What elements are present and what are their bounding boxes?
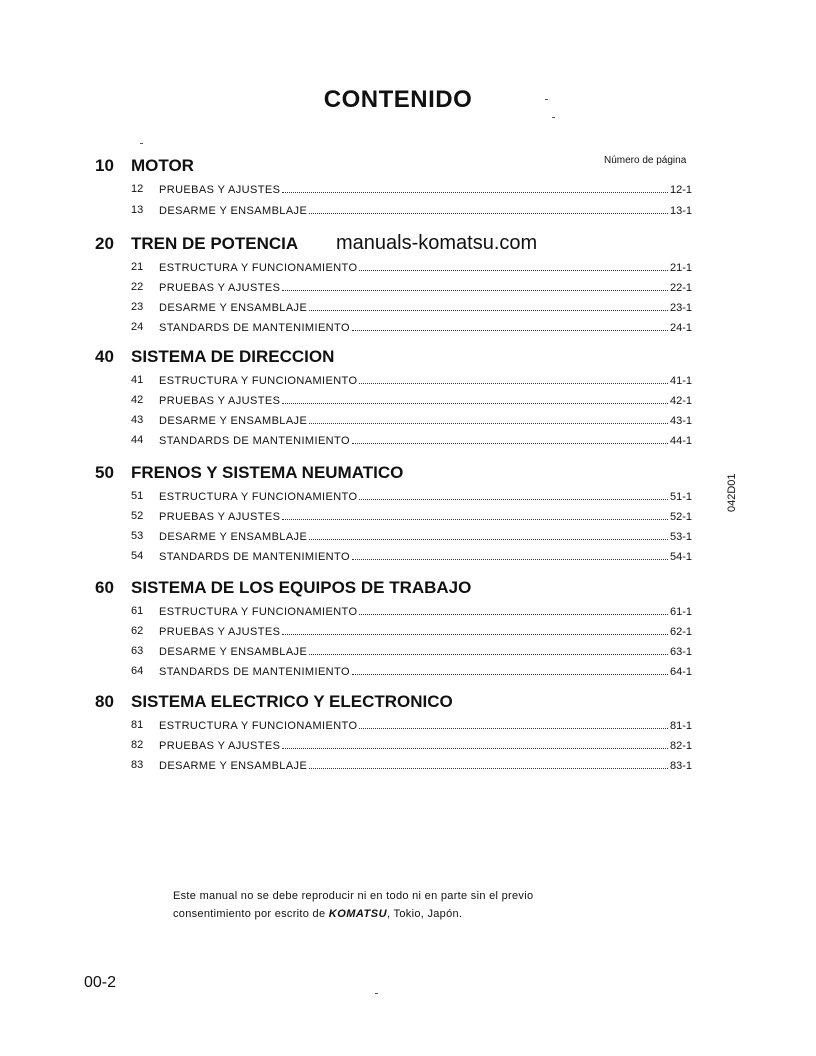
dot-leader [352, 320, 668, 331]
entry-number: 13 [131, 204, 144, 216]
toc-entry[interactable] [0, 182, 816, 196]
toc-entry[interactable] [0, 413, 816, 427]
dot-leader [352, 549, 668, 560]
entry-label: STANDARDS DE MANTENIMIENTO [159, 435, 350, 447]
entry-label: ESTRUCTURA Y FUNCIONAMIENTO [159, 491, 358, 503]
toc-entry[interactable] [0, 509, 816, 523]
entry-number: 21 [131, 261, 144, 273]
dot-leader [352, 433, 668, 444]
entry-label: ESTRUCTURA Y FUNCIONAMIENTO [159, 720, 358, 732]
dot-leader [282, 624, 668, 635]
scan-speck [552, 117, 555, 118]
entry-number: 64 [131, 665, 144, 677]
toc-entry[interactable] [0, 718, 816, 732]
entry-label: DESARME Y ENSAMBLAJE [159, 760, 308, 772]
entry-page: 61-1 [669, 606, 692, 618]
entry-page: 51-1 [669, 491, 692, 503]
entry-number: 51 [131, 490, 144, 502]
page-title: CONTENIDO [323, 86, 473, 113]
toc-entry[interactable] [0, 280, 816, 294]
scan-speck [140, 143, 143, 144]
entry-label: DESARME Y ENSAMBLAJE [159, 205, 308, 217]
dot-leader [309, 300, 668, 311]
entry-number: 82 [131, 739, 144, 751]
entry-label: PRUEBAS Y AJUSTES [159, 740, 281, 752]
entry-number: 83 [131, 759, 144, 771]
entry-page: 41-1 [669, 375, 692, 387]
toc-entry[interactable] [0, 433, 816, 447]
dot-leader [359, 604, 668, 615]
toc-entry[interactable] [0, 489, 816, 503]
entry-number: 54 [131, 550, 144, 562]
entry-page: 63-1 [669, 646, 692, 658]
toc-entry[interactable] [0, 758, 816, 772]
entry-number: 44 [131, 434, 144, 446]
entry-label: DESARME Y ENSAMBLAJE [159, 531, 308, 543]
entry-number: 52 [131, 510, 144, 522]
entry-number: 22 [131, 281, 144, 293]
entry-page: 82-1 [669, 740, 692, 752]
toc-entry[interactable] [0, 738, 816, 752]
notice-prefix: consentimiento por escrito de [173, 908, 326, 920]
entry-number: 12 [131, 183, 144, 195]
dot-leader [309, 758, 668, 769]
entry-page: 23-1 [669, 302, 692, 314]
entry-page: 64-1 [669, 666, 692, 678]
dot-leader [309, 644, 668, 655]
entry-page: 13-1 [669, 205, 692, 217]
entry-number: 41 [131, 374, 144, 386]
notice-line-2 [173, 905, 533, 923]
section-number: 10 [95, 156, 114, 175]
entry-page: 83-1 [669, 760, 692, 772]
section-title: SISTEMA DE LOS EQUIPOS DE TRABAJO [131, 578, 472, 597]
entry-label: STANDARDS DE MANTENIMIENTO [159, 551, 350, 563]
section-title: MOTOR [131, 156, 194, 175]
entry-number: 81 [131, 719, 144, 731]
notice-suffix: , Tokio, Japón. [387, 908, 463, 920]
entry-page: 53-1 [669, 531, 692, 543]
watermark-text: manuals-komatsu.com [336, 232, 538, 254]
entry-number: 62 [131, 625, 144, 637]
dot-leader [352, 664, 668, 675]
page-number: 00-2 [84, 974, 117, 991]
entry-number: 43 [131, 414, 144, 426]
entry-number: 63 [131, 645, 144, 657]
toc-entry[interactable] [0, 260, 816, 274]
entry-label: ESTRUCTURA Y FUNCIONAMIENTO [159, 262, 358, 274]
toc-entry[interactable] [0, 604, 816, 618]
section-number: 80 [95, 692, 114, 711]
toc-entry[interactable] [0, 373, 816, 387]
entry-page: 81-1 [669, 720, 692, 732]
entry-number: 61 [131, 605, 144, 617]
entry-label: PRUEBAS Y AJUSTES [159, 511, 281, 523]
entry-number: 53 [131, 530, 144, 542]
dot-leader [282, 509, 668, 520]
entry-label: ESTRUCTURA Y FUNCIONAMIENTO [159, 375, 358, 387]
section-title: FRENOS Y SISTEMA NEUMATICO [131, 463, 404, 482]
komatsu-brand: KOMATSU [328, 908, 388, 920]
scan-speck [545, 99, 548, 100]
entry-page: 12-1 [669, 184, 692, 196]
entry-page: 21-1 [669, 262, 692, 274]
section-number: 20 [95, 234, 114, 253]
dot-leader [309, 203, 668, 214]
entry-label: ESTRUCTURA Y FUNCIONAMIENTO [159, 606, 358, 618]
toc-entry[interactable] [0, 624, 816, 638]
page-number-column-header: Número de página [604, 155, 687, 166]
entry-label: PRUEBAS Y AJUSTES [159, 282, 281, 294]
notice-line-1: Este manual no se debe reproducir ni en todo ni en parte sin el previo [173, 890, 534, 902]
entry-label: DESARME Y ENSAMBLAJE [159, 415, 308, 427]
dot-leader [309, 529, 668, 540]
entry-page: 22-1 [669, 282, 692, 294]
scan-speck [375, 993, 378, 994]
entry-label: PRUEBAS Y AJUSTES [159, 626, 281, 638]
entry-page: 52-1 [669, 511, 692, 523]
toc-entry[interactable] [0, 203, 816, 217]
section-title: SISTEMA ELECTRICO Y ELECTRONICO [131, 692, 453, 711]
dot-leader [309, 413, 668, 424]
dot-leader [282, 738, 668, 749]
dot-leader [359, 373, 668, 384]
section-number: 40 [95, 347, 114, 366]
toc-entry[interactable] [0, 644, 816, 658]
entry-page: 54-1 [669, 551, 692, 563]
dot-leader [359, 489, 668, 500]
dot-leader [359, 718, 668, 729]
dot-leader [282, 393, 668, 404]
dot-leader [282, 182, 668, 193]
entry-number: 42 [131, 394, 144, 406]
entry-label: DESARME Y ENSAMBLAJE [159, 646, 308, 658]
toc-entry[interactable] [0, 393, 816, 407]
section-title: SISTEMA DE DIRECCION [131, 347, 335, 366]
entry-page: 24-1 [669, 322, 692, 334]
dot-leader [282, 280, 668, 291]
toc-entry[interactable] [0, 549, 816, 563]
section-number: 60 [95, 578, 114, 597]
entry-number: 24 [131, 321, 144, 333]
section-number: 50 [95, 463, 114, 482]
entry-number: 23 [131, 301, 144, 313]
section-title: TREN DE POTENCIA [131, 234, 299, 253]
dot-leader [359, 260, 668, 271]
entry-label: STANDARDS DE MANTENIMIENTO [159, 322, 350, 334]
entry-label: STANDARDS DE MANTENIMIENTO [159, 666, 350, 678]
entry-page: 62-1 [669, 626, 692, 638]
entry-page: 43-1 [669, 415, 692, 427]
document-side-code: 042D01 [726, 473, 738, 512]
toc-entry[interactable] [0, 320, 816, 334]
entry-label: PRUEBAS Y AJUSTES [159, 184, 281, 196]
entry-page: 44-1 [669, 435, 692, 447]
toc-entry[interactable] [0, 664, 816, 678]
entry-label: DESARME Y ENSAMBLAJE [159, 302, 308, 314]
copyright-notice [173, 887, 533, 923]
entry-page: 42-1 [669, 395, 692, 407]
entry-label: PRUEBAS Y AJUSTES [159, 395, 281, 407]
toc-entry[interactable] [0, 300, 816, 314]
toc-entry[interactable] [0, 529, 816, 543]
